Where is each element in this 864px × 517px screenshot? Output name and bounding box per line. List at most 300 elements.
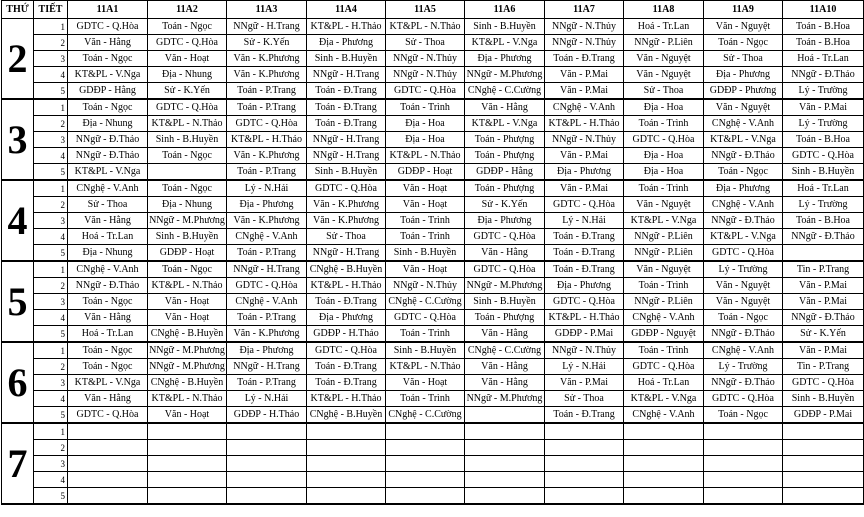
table-row bbox=[2, 67, 864, 83]
lesson-cell: Hoá - Tr.Lan bbox=[783, 51, 864, 67]
lesson-cell: Văn - P.Mai bbox=[545, 375, 624, 391]
lesson-cell: Địa - Hoa bbox=[386, 132, 465, 148]
period-number: 5 bbox=[34, 245, 68, 262]
lesson-cell bbox=[783, 488, 864, 505]
lesson-cell bbox=[307, 456, 386, 472]
lesson-cell bbox=[465, 423, 545, 440]
lesson-cell bbox=[545, 456, 624, 472]
lesson-cell bbox=[148, 456, 227, 472]
lesson-cell: Văn - K.Phương bbox=[227, 148, 307, 164]
lesson-cell: Toán - Đ.Trang bbox=[545, 229, 624, 245]
lesson-cell: GDTC - Q.Hòa bbox=[68, 407, 148, 424]
lesson-cell: CNghệ - V.Anh bbox=[704, 197, 783, 213]
lesson-cell: NNgữ - M.Phương bbox=[465, 278, 545, 294]
lesson-cell: GDTC - Q.Hòa bbox=[465, 229, 545, 245]
lesson-cell: Toán - Ngọc bbox=[148, 180, 227, 197]
table-row bbox=[2, 148, 864, 164]
lesson-cell: Toán - Ngọc bbox=[148, 19, 227, 35]
lesson-cell: GDTC - Q.Hòa bbox=[704, 245, 783, 262]
lesson-cell: KT&PL - V.Nga bbox=[68, 67, 148, 83]
lesson-cell: Văn - Hằng bbox=[68, 391, 148, 407]
lesson-cell: KT&PL - N.Thảo bbox=[386, 148, 465, 164]
lesson-cell: GDĐP - Hoạt bbox=[148, 245, 227, 262]
lesson-cell: Tin - P.Trang bbox=[783, 359, 864, 375]
lesson-cell: Lý - N.Hải bbox=[227, 391, 307, 407]
lesson-cell bbox=[148, 423, 227, 440]
lesson-cell: Toán - Ngọc bbox=[68, 51, 148, 67]
lesson-cell: Văn - P.Mai bbox=[783, 278, 864, 294]
table-row bbox=[2, 326, 864, 343]
lesson-cell: GDTC - Q.Hòa bbox=[148, 99, 227, 116]
table-row bbox=[2, 35, 864, 51]
lesson-cell bbox=[307, 440, 386, 456]
lesson-cell: Toán - B.Hoa bbox=[783, 213, 864, 229]
lesson-cell: Toán - Ngọc bbox=[704, 164, 783, 181]
lesson-cell bbox=[148, 440, 227, 456]
lesson-cell: KT&PL - V.Nga bbox=[624, 213, 704, 229]
lesson-cell: NNgữ - H.Trang bbox=[227, 359, 307, 375]
lesson-cell: CNghệ - V.Anh bbox=[624, 407, 704, 424]
period-number: 4 bbox=[34, 391, 68, 407]
lesson-cell: CNghệ - B.Huyền bbox=[148, 326, 227, 343]
lesson-cell: KT&PL - N.Thảo bbox=[386, 19, 465, 35]
lesson-cell: NNgữ - N.Thủy bbox=[545, 132, 624, 148]
lesson-cell: Toán - Ngọc bbox=[704, 310, 783, 326]
lesson-cell: Toán - Trình bbox=[624, 116, 704, 132]
lesson-cell: Toán - Đ.Trang bbox=[545, 245, 624, 262]
lesson-cell: NNgữ - P.Liên bbox=[624, 245, 704, 262]
lesson-cell: CNghệ - V.Anh bbox=[545, 99, 624, 116]
lesson-cell: Toán - Trình bbox=[386, 213, 465, 229]
lesson-cell: Địa - Nhung bbox=[148, 197, 227, 213]
lesson-cell: GDĐP - Nguyệt bbox=[624, 326, 704, 343]
table-row bbox=[2, 132, 864, 148]
lesson-cell: Lý - N.Hải bbox=[545, 359, 624, 375]
lesson-cell: GDTC - Q.Hòa bbox=[386, 310, 465, 326]
lesson-cell: Địa - Phương bbox=[465, 213, 545, 229]
lesson-cell: Toán - Ngọc bbox=[704, 407, 783, 424]
table-row bbox=[2, 245, 864, 262]
lesson-cell: Địa - Hoa bbox=[386, 116, 465, 132]
lesson-cell: KT&PL - N.Thảo bbox=[148, 116, 227, 132]
day-label: 5 bbox=[2, 261, 34, 342]
lesson-cell: Địa - Hoa bbox=[624, 164, 704, 181]
day-label: 7 bbox=[2, 423, 34, 504]
lesson-cell: NNgữ - H.Trang bbox=[307, 148, 386, 164]
lesson-cell: NNgữ - H.Trang bbox=[227, 261, 307, 278]
lesson-cell: Toán - Đ.Trang bbox=[545, 261, 624, 278]
lesson-cell: GDTC - Q.Hòa bbox=[465, 261, 545, 278]
table-row bbox=[2, 261, 864, 278]
lesson-cell bbox=[465, 472, 545, 488]
header-period: TIẾT bbox=[34, 1, 68, 19]
lesson-cell: KT&PL - N.Thảo bbox=[386, 359, 465, 375]
lesson-cell: Lý - N.Hải bbox=[545, 213, 624, 229]
lesson-cell: Văn - P.Mai bbox=[783, 342, 864, 359]
lesson-cell: Sử - K.Yến bbox=[148, 83, 227, 100]
lesson-cell: GDĐP - P.Mai bbox=[545, 326, 624, 343]
period-number: 1 bbox=[34, 19, 68, 35]
lesson-cell: CNghệ - B.Huyền bbox=[307, 261, 386, 278]
lesson-cell: Địa - Phương bbox=[227, 342, 307, 359]
day-label: 3 bbox=[2, 99, 34, 180]
lesson-cell: NNgữ - H.Trang bbox=[307, 132, 386, 148]
lesson-cell bbox=[148, 488, 227, 505]
lesson-cell bbox=[307, 472, 386, 488]
lesson-cell: KT&PL - H.Thảo bbox=[307, 19, 386, 35]
period-number: 2 bbox=[34, 116, 68, 132]
lesson-cell: Văn - K.Phương bbox=[227, 326, 307, 343]
table-row bbox=[2, 440, 864, 456]
lesson-cell: Lý - Trường bbox=[704, 261, 783, 278]
lesson-cell bbox=[68, 472, 148, 488]
period-number: 4 bbox=[34, 148, 68, 164]
lesson-cell: GDTC - Q.Hòa bbox=[545, 197, 624, 213]
lesson-cell: GDĐP - P.Mai bbox=[783, 407, 864, 424]
lesson-cell: CNghệ - C.Cường bbox=[386, 294, 465, 310]
lesson-cell bbox=[68, 488, 148, 505]
lesson-cell: Sinh - B.Huyền bbox=[386, 342, 465, 359]
lesson-cell: Địa - Phương bbox=[704, 180, 783, 197]
lesson-cell: Toán - Trình bbox=[624, 342, 704, 359]
lesson-cell: Toán - Phượng bbox=[465, 180, 545, 197]
lesson-cell bbox=[465, 456, 545, 472]
lesson-cell: Văn - Nguyệt bbox=[624, 51, 704, 67]
lesson-cell: CNghệ - V.Anh bbox=[227, 229, 307, 245]
lesson-cell: CNghệ - V.Anh bbox=[227, 294, 307, 310]
period-number: 5 bbox=[34, 83, 68, 100]
lesson-cell: CNghệ - V.Anh bbox=[704, 116, 783, 132]
lesson-cell: Sử - Thoa bbox=[545, 391, 624, 407]
lesson-cell: NNgữ - H.Trang bbox=[307, 67, 386, 83]
lesson-cell bbox=[783, 472, 864, 488]
lesson-cell bbox=[386, 472, 465, 488]
table-row bbox=[2, 83, 864, 100]
lesson-cell: Văn - Hoạt bbox=[148, 310, 227, 326]
lesson-cell: Địa - Nhung bbox=[68, 116, 148, 132]
lesson-cell bbox=[624, 440, 704, 456]
lesson-cell: Văn - Hoạt bbox=[386, 375, 465, 391]
header-class: 11A1 bbox=[68, 1, 148, 19]
lesson-cell: Địa - Phương bbox=[545, 278, 624, 294]
lesson-cell bbox=[227, 488, 307, 505]
lesson-cell bbox=[386, 440, 465, 456]
lesson-cell bbox=[545, 488, 624, 505]
lesson-cell: Toán - P.Trang bbox=[227, 164, 307, 181]
lesson-cell: Toán - Đ.Trang bbox=[307, 359, 386, 375]
lesson-cell: NNgữ - N.Thủy bbox=[545, 19, 624, 35]
lesson-cell bbox=[386, 456, 465, 472]
lesson-cell: Văn - K.Phương bbox=[307, 213, 386, 229]
lesson-cell: Văn - Hoạt bbox=[148, 407, 227, 424]
header-class: 11A10 bbox=[783, 1, 864, 19]
lesson-cell: Toán - Đ.Trang bbox=[545, 51, 624, 67]
lesson-cell: Toán - Đ.Trang bbox=[545, 407, 624, 424]
lesson-cell: Toán - Đ.Trang bbox=[307, 116, 386, 132]
header-class: 11A7 bbox=[545, 1, 624, 19]
lesson-cell: GDTC - Q.Hòa bbox=[624, 132, 704, 148]
lesson-cell: KT&PL - H.Thảo bbox=[227, 132, 307, 148]
lesson-cell: Toán - Ngọc bbox=[704, 35, 783, 51]
lesson-cell: Sinh - B.Huyền bbox=[783, 164, 864, 181]
day-label: 4 bbox=[2, 180, 34, 261]
lesson-cell: NNgữ - H.Trang bbox=[307, 245, 386, 262]
period-number: 4 bbox=[34, 472, 68, 488]
lesson-cell: Sử - K.Yến bbox=[465, 197, 545, 213]
lesson-cell: NNgữ - Đ.Thảo bbox=[704, 326, 783, 343]
lesson-cell: Sử - K.Yến bbox=[227, 35, 307, 51]
lesson-cell: Toán - P.Trang bbox=[227, 99, 307, 116]
lesson-cell bbox=[624, 472, 704, 488]
period-number: 1 bbox=[34, 423, 68, 440]
table-row bbox=[2, 278, 864, 294]
lesson-cell bbox=[68, 456, 148, 472]
lesson-cell: NNgữ - N.Thủy bbox=[386, 278, 465, 294]
lesson-cell: GDTC - Q.Hòa bbox=[386, 83, 465, 100]
lesson-cell: NNgữ - P.Liên bbox=[624, 229, 704, 245]
lesson-cell: Toán - Trình bbox=[386, 229, 465, 245]
lesson-cell: Văn - Hoạt bbox=[148, 294, 227, 310]
lesson-cell: Văn - Nguyệt bbox=[624, 197, 704, 213]
period-number: 5 bbox=[34, 407, 68, 424]
lesson-cell bbox=[783, 440, 864, 456]
lesson-cell bbox=[465, 407, 545, 424]
lesson-cell: NNgữ - M.Phương bbox=[148, 359, 227, 375]
lesson-cell: Toán - Ngọc bbox=[68, 342, 148, 359]
lesson-cell: KT&PL - V.Nga bbox=[704, 132, 783, 148]
lesson-cell: Toán - Ngọc bbox=[68, 359, 148, 375]
lesson-cell bbox=[704, 440, 783, 456]
lesson-cell: Hoá - Tr.Lan bbox=[68, 326, 148, 343]
lesson-cell: Sử - Thoa bbox=[704, 51, 783, 67]
lesson-cell: Toán - Ngọc bbox=[68, 294, 148, 310]
lesson-cell: Toán - Đ.Trang bbox=[307, 294, 386, 310]
lesson-cell: NNgữ - Đ.Thảo bbox=[68, 278, 148, 294]
lesson-cell bbox=[386, 423, 465, 440]
lesson-cell: Văn - K.Phương bbox=[227, 51, 307, 67]
lesson-cell: Văn - P.Mai bbox=[545, 180, 624, 197]
lesson-cell: Sử - K.Yến bbox=[783, 326, 864, 343]
lesson-cell: KT&PL - V.Nga bbox=[68, 375, 148, 391]
lesson-cell bbox=[704, 472, 783, 488]
lesson-cell: KT&PL - H.Thảo bbox=[307, 391, 386, 407]
lesson-cell bbox=[545, 472, 624, 488]
period-number: 3 bbox=[34, 456, 68, 472]
lesson-cell: GDTC - Q.Hòa bbox=[307, 342, 386, 359]
lesson-cell: NNgữ - Đ.Thảo bbox=[783, 229, 864, 245]
lesson-cell: Văn - Hằng bbox=[68, 35, 148, 51]
lesson-cell: Toán - P.Trang bbox=[227, 245, 307, 262]
lesson-cell: CNghệ - V.Anh bbox=[68, 180, 148, 197]
lesson-cell: GDTC - Q.Hòa bbox=[704, 391, 783, 407]
lesson-cell: Toán - Trình bbox=[386, 99, 465, 116]
lesson-cell: Văn - P.Mai bbox=[545, 67, 624, 83]
lesson-cell: GDTC - Q.Hòa bbox=[783, 375, 864, 391]
lesson-cell: Văn - P.Mai bbox=[783, 294, 864, 310]
lesson-cell: Văn - Nguyệt bbox=[624, 67, 704, 83]
period-number: 2 bbox=[34, 359, 68, 375]
lesson-cell bbox=[148, 472, 227, 488]
lesson-cell: Văn - Hoạt bbox=[386, 261, 465, 278]
lesson-cell: GDĐP - Phương bbox=[704, 83, 783, 100]
lesson-cell: Sinh - B.Huyền bbox=[148, 132, 227, 148]
lesson-cell: Văn - Nguyệt bbox=[704, 19, 783, 35]
lesson-cell: Sinh - B.Huyền bbox=[307, 51, 386, 67]
day-label: 6 bbox=[2, 342, 34, 423]
lesson-cell: Sinh - B.Huyền bbox=[465, 19, 545, 35]
header-class: 11A8 bbox=[624, 1, 704, 19]
header-class: 11A5 bbox=[386, 1, 465, 19]
lesson-cell: Lý - Trường bbox=[783, 83, 864, 100]
header-row bbox=[2, 1, 864, 19]
lesson-cell: KT&PL - H.Thảo bbox=[307, 278, 386, 294]
lesson-cell: Toán - Phượng bbox=[465, 132, 545, 148]
period-number: 2 bbox=[34, 278, 68, 294]
lesson-cell bbox=[227, 440, 307, 456]
lesson-cell: KT&PL - H.Thảo bbox=[545, 310, 624, 326]
lesson-cell: CNghệ - V.Anh bbox=[68, 261, 148, 278]
header-class: 11A3 bbox=[227, 1, 307, 19]
lesson-cell bbox=[624, 488, 704, 505]
lesson-cell: GDĐP - H.Thảo bbox=[227, 407, 307, 424]
lesson-cell bbox=[227, 423, 307, 440]
lesson-cell: Văn - P.Mai bbox=[783, 99, 864, 116]
table-row bbox=[2, 116, 864, 132]
lesson-cell bbox=[783, 456, 864, 472]
lesson-cell: CNghệ - C.Cường bbox=[465, 83, 545, 100]
table-row bbox=[2, 359, 864, 375]
header-class: 11A2 bbox=[148, 1, 227, 19]
period-number: 4 bbox=[34, 67, 68, 83]
lesson-cell bbox=[386, 488, 465, 505]
lesson-cell: GDĐP - Hoạt bbox=[386, 164, 465, 181]
lesson-cell: Toán - Đ.Trang bbox=[307, 83, 386, 100]
lesson-cell: GDTC - Q.Hòa bbox=[624, 359, 704, 375]
lesson-cell: NNgữ - Đ.Thảo bbox=[704, 148, 783, 164]
lesson-cell: NNgữ - Đ.Thảo bbox=[783, 67, 864, 83]
lesson-cell: Văn - Hằng bbox=[465, 359, 545, 375]
table-row bbox=[2, 407, 864, 424]
lesson-cell: KT&PL - H.Thảo bbox=[545, 116, 624, 132]
lesson-cell: Toán - Đ.Trang bbox=[307, 375, 386, 391]
lesson-cell: KT&PL - V.Nga bbox=[465, 35, 545, 51]
timetable-body bbox=[2, 19, 864, 505]
lesson-cell: Văn - Hoạt bbox=[148, 51, 227, 67]
lesson-cell: KT&PL - N.Thảo bbox=[148, 391, 227, 407]
lesson-cell bbox=[624, 423, 704, 440]
lesson-cell: NNgữ - M.Phương bbox=[465, 67, 545, 83]
table-row bbox=[2, 375, 864, 391]
period-number: 4 bbox=[34, 310, 68, 326]
lesson-cell: Toán - B.Hoa bbox=[783, 19, 864, 35]
period-number: 3 bbox=[34, 132, 68, 148]
lesson-cell: Toán - Phượng bbox=[465, 148, 545, 164]
lesson-cell: CNghệ - B.Huyền bbox=[307, 407, 386, 424]
lesson-cell: Địa - Nhung bbox=[68, 245, 148, 262]
lesson-cell: Toán - Ngọc bbox=[148, 148, 227, 164]
lesson-cell bbox=[545, 440, 624, 456]
lesson-cell: Địa - Phương bbox=[307, 35, 386, 51]
lesson-cell: Lý - Trường bbox=[704, 359, 783, 375]
lesson-cell: Địa - Phương bbox=[545, 164, 624, 181]
period-number: 1 bbox=[34, 342, 68, 359]
lesson-cell: Văn - Hoạt bbox=[386, 180, 465, 197]
period-number: 2 bbox=[34, 35, 68, 51]
lesson-cell: KT&PL - V.Nga bbox=[465, 116, 545, 132]
lesson-cell: Sinh - B.Huyền bbox=[386, 245, 465, 262]
lesson-cell: Văn - P.Mai bbox=[545, 148, 624, 164]
lesson-cell: Toán - Trình bbox=[624, 180, 704, 197]
table-row bbox=[2, 229, 864, 245]
lesson-cell: NNgữ - P.Liên bbox=[624, 35, 704, 51]
lesson-cell bbox=[783, 423, 864, 440]
lesson-cell: GDTC - Q.Hòa bbox=[227, 278, 307, 294]
lesson-cell: NNgữ - Đ.Thảo bbox=[704, 213, 783, 229]
period-number: 1 bbox=[34, 99, 68, 116]
lesson-cell bbox=[465, 440, 545, 456]
lesson-cell bbox=[68, 423, 148, 440]
lesson-cell: GDTC - Q.Hòa bbox=[148, 35, 227, 51]
lesson-cell: GDTC - Q.Hòa bbox=[68, 19, 148, 35]
lesson-cell: KT&PL - V.Nga bbox=[68, 164, 148, 181]
lesson-cell: CNghệ - B.Huyền bbox=[148, 375, 227, 391]
lesson-cell: Sinh - B.Huyền bbox=[465, 294, 545, 310]
header-day: THỨ bbox=[2, 1, 34, 19]
lesson-cell: NNgữ - N.Thủy bbox=[545, 342, 624, 359]
lesson-cell bbox=[68, 440, 148, 456]
lesson-cell: Lý - Trường bbox=[783, 116, 864, 132]
lesson-cell: GDTC - Q.Hòa bbox=[783, 148, 864, 164]
lesson-cell: NNgữ - M.Phương bbox=[465, 391, 545, 407]
day-label: 2 bbox=[2, 19, 34, 100]
lesson-cell: Văn - Hằng bbox=[465, 326, 545, 343]
lesson-cell: CNghệ - V.Anh bbox=[704, 342, 783, 359]
lesson-cell bbox=[465, 488, 545, 505]
lesson-cell: Toán - Phượng bbox=[465, 310, 545, 326]
lesson-cell: Toán - B.Hoa bbox=[783, 132, 864, 148]
lesson-cell: Sử - Thoa bbox=[386, 35, 465, 51]
lesson-cell: Hoá - Tr.Lan bbox=[68, 229, 148, 245]
period-number: 4 bbox=[34, 229, 68, 245]
lesson-cell: Toán - B.Hoa bbox=[783, 35, 864, 51]
lesson-cell: NNgữ - Đ.Thảo bbox=[704, 375, 783, 391]
lesson-cell: Địa - Phương bbox=[227, 197, 307, 213]
table-row bbox=[2, 213, 864, 229]
lesson-cell bbox=[704, 456, 783, 472]
lesson-cell: Địa - Hoa bbox=[624, 148, 704, 164]
lesson-cell: Địa - Phương bbox=[465, 51, 545, 67]
lesson-cell: Văn - Hằng bbox=[68, 213, 148, 229]
header-class: 11A9 bbox=[704, 1, 783, 19]
lesson-cell: Sử - Thoa bbox=[68, 197, 148, 213]
lesson-cell: GDTC - Q.Hòa bbox=[307, 180, 386, 197]
lesson-cell: KT&PL - V.Nga bbox=[624, 391, 704, 407]
lesson-cell: GDĐP - H.Thảo bbox=[307, 326, 386, 343]
period-number: 1 bbox=[34, 180, 68, 197]
lesson-cell: NNgữ - P.Liên bbox=[624, 294, 704, 310]
table-row bbox=[2, 488, 864, 505]
lesson-cell: Địa - Phương bbox=[704, 67, 783, 83]
period-number: 3 bbox=[34, 294, 68, 310]
lesson-cell: Lý - Trường bbox=[783, 197, 864, 213]
lesson-cell: Hoá - Tr.Lan bbox=[624, 375, 704, 391]
lesson-cell: NNgữ - H.Trang bbox=[227, 19, 307, 35]
table-row bbox=[2, 391, 864, 407]
period-number: 1 bbox=[34, 261, 68, 278]
period-number: 5 bbox=[34, 488, 68, 505]
timetable bbox=[1, 0, 864, 505]
lesson-cell bbox=[307, 488, 386, 505]
